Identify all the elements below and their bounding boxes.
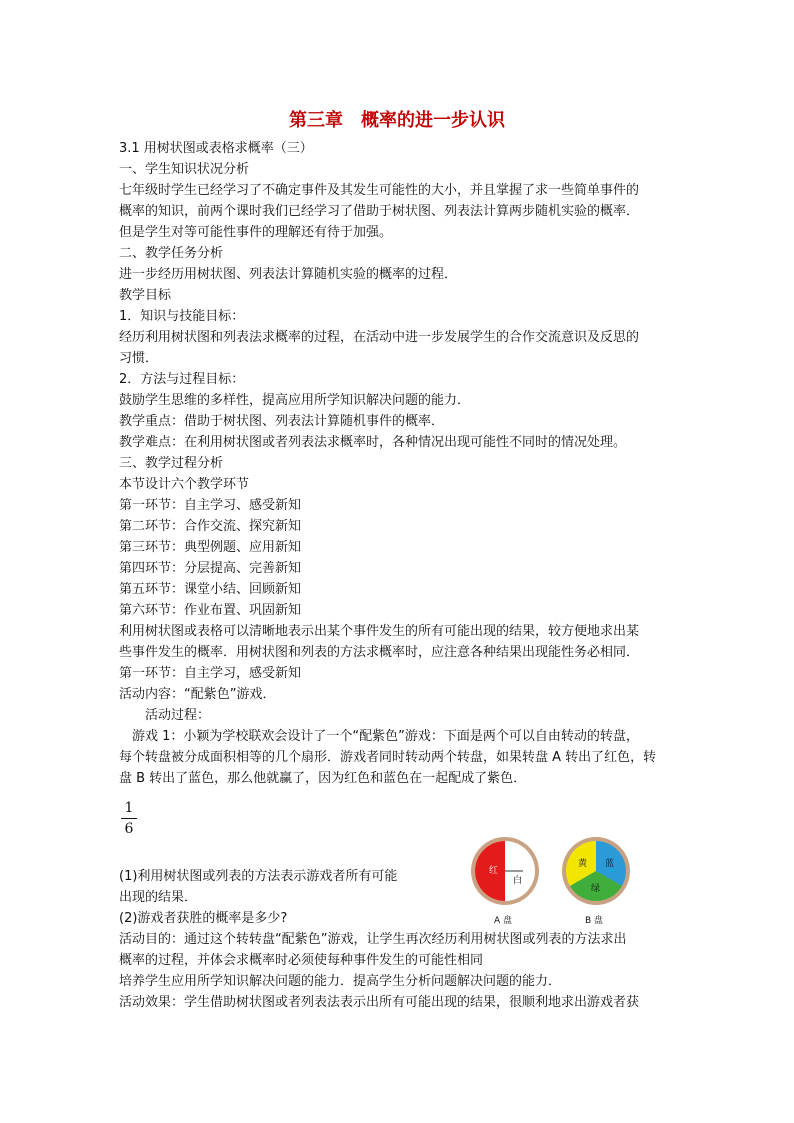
text-line: 第一环节：自主学习，感受新知 — [119, 666, 302, 681]
text-line: 活动内容：“配紫色”游戏． — [119, 687, 276, 702]
spinner-figure — [468, 833, 638, 928]
spinner-b — [562, 837, 630, 905]
text-line: 2．方法与过程目标： — [119, 372, 245, 387]
fraction-denominator: 6 — [124, 821, 134, 837]
fraction-one-sixth — [121, 800, 137, 837]
text-line: 经历利用树状图和列表法求概率的过程，在活动中进一步发展学生的合作交流意识及反思的 — [119, 330, 640, 345]
spinner-b-blue-label: 蓝 — [605, 859, 615, 869]
text-line: 二、教学任务分析 — [119, 246, 224, 261]
question-2: (2)游戏者获胜的概率是多少? — [119, 911, 288, 926]
text-line: 活动效果：学生借助树状图或者列表法表示出所有可能出现的结果，很顺利地求出游戏者获 — [119, 995, 640, 1010]
text-line: 教学重点：借助于树状图、列表法计算随机事件的概率． — [119, 414, 445, 429]
text-line: 第六环节：作业布置、巩固新知 — [119, 603, 302, 618]
text-line: 培养学生应用所学知识解决问题的能力．提高学生分析问题解决问题的能力． — [119, 974, 562, 989]
text-line: 活动目的：通过这个转转盘“配紫色”游戏，让学生再次经历利用树状图或列表的方法求出 — [119, 932, 627, 947]
text-line: 概率的过程，并体会求概率时必须使每种事件发生的可能性相同 — [119, 953, 484, 968]
text-line: 但是学生对等可能性事件的理解还有待于加强。 — [119, 225, 393, 240]
text-line: 第一环节：自主学习、感受新知 — [119, 498, 302, 513]
text-line: 第三环节：典型例题、应用新知 — [119, 540, 302, 555]
fraction-numerator: 1 — [124, 800, 134, 816]
text-line: 教学目标 — [119, 288, 172, 303]
text-line: 些事件发生的概率．用树状图和列表的方法求概率时，应注意各种结果出现能性务必相同． — [119, 645, 640, 660]
spinner-b-green-label: 绿 — [591, 884, 601, 894]
text-line: 本节设计六个教学环节 — [119, 477, 250, 492]
text-line: 活动过程： — [119, 708, 211, 723]
text-line: 概率的知识，前两个课时我们已经学习了借助于树状图、列表法计算两步随机实验的概率． — [119, 204, 640, 219]
text-line: 七年级时学生已经学习了不确定事件及其发生可能性的大小，并且掌握了求一些简单事件的 — [119, 183, 640, 198]
question-1-cont: 出现的结果． — [119, 890, 198, 905]
text-line: 三、教学过程分析 — [119, 456, 224, 471]
section-heading: 3.1 用树状图或表格求概率（三） — [119, 141, 313, 156]
text-line: 习惯． — [119, 351, 159, 366]
text-line: 一、学生知识状况分析 — [119, 162, 250, 177]
spinner-a-red-label: 红 — [489, 866, 499, 876]
spinner-a — [471, 837, 539, 905]
text-line: 鼓励学生思维的多样性，提高应用所学知识解决问题的能力． — [119, 393, 471, 408]
text-line: 教学难点：在利用树状图或者列表法求概率时，各种情况出现可能性不同时的情况处理。 — [119, 435, 627, 450]
text-line: 盘 B 转出了蓝色，那么他就赢了，因为红色和蓝色在一起配成了紫色． — [119, 771, 527, 786]
fraction-bar — [121, 818, 137, 819]
text-line: 利用树状图或表格可以清晰地表示出某个事件发生的所有可能出现的结果，较方便地求出某 — [119, 624, 640, 639]
question-1: (1)利用树状图或列表的方法表示游戏者所有可能 — [119, 869, 398, 884]
text-line: 第二环节：合作交流、探究新知 — [119, 519, 302, 534]
spinner-a-white-label: 白 — [513, 876, 523, 886]
text-line: 第四环节：分层提高、完善新知 — [119, 561, 302, 576]
spinner-b-yellow-label: 黄 — [578, 859, 588, 869]
spinner-a-caption: A 盘 — [494, 916, 513, 926]
spinners-svg — [468, 833, 638, 913]
text-line: 游戏 1：小颖为学校联欢会设计了一个“配紫色”游戏：下面是两个可以自由转动的转盘， — [119, 729, 639, 744]
page-title: 第三章 概率的进一步认识 — [289, 110, 505, 131]
spinner-b-caption: B 盘 — [585, 916, 604, 926]
text-line: 每个转盘被分成面积相等的几个扇形．游戏者同时转动两个转盘，如果转盘 A 转出了红色，转 — [119, 750, 657, 765]
text-line: 1．知识与技能目标： — [119, 309, 245, 324]
text-line: 第五环节：课堂小结、回顾新知 — [119, 582, 302, 597]
text-line: 进一步经历用树状图、列表法计算随机实验的概率的过程． — [119, 267, 458, 282]
